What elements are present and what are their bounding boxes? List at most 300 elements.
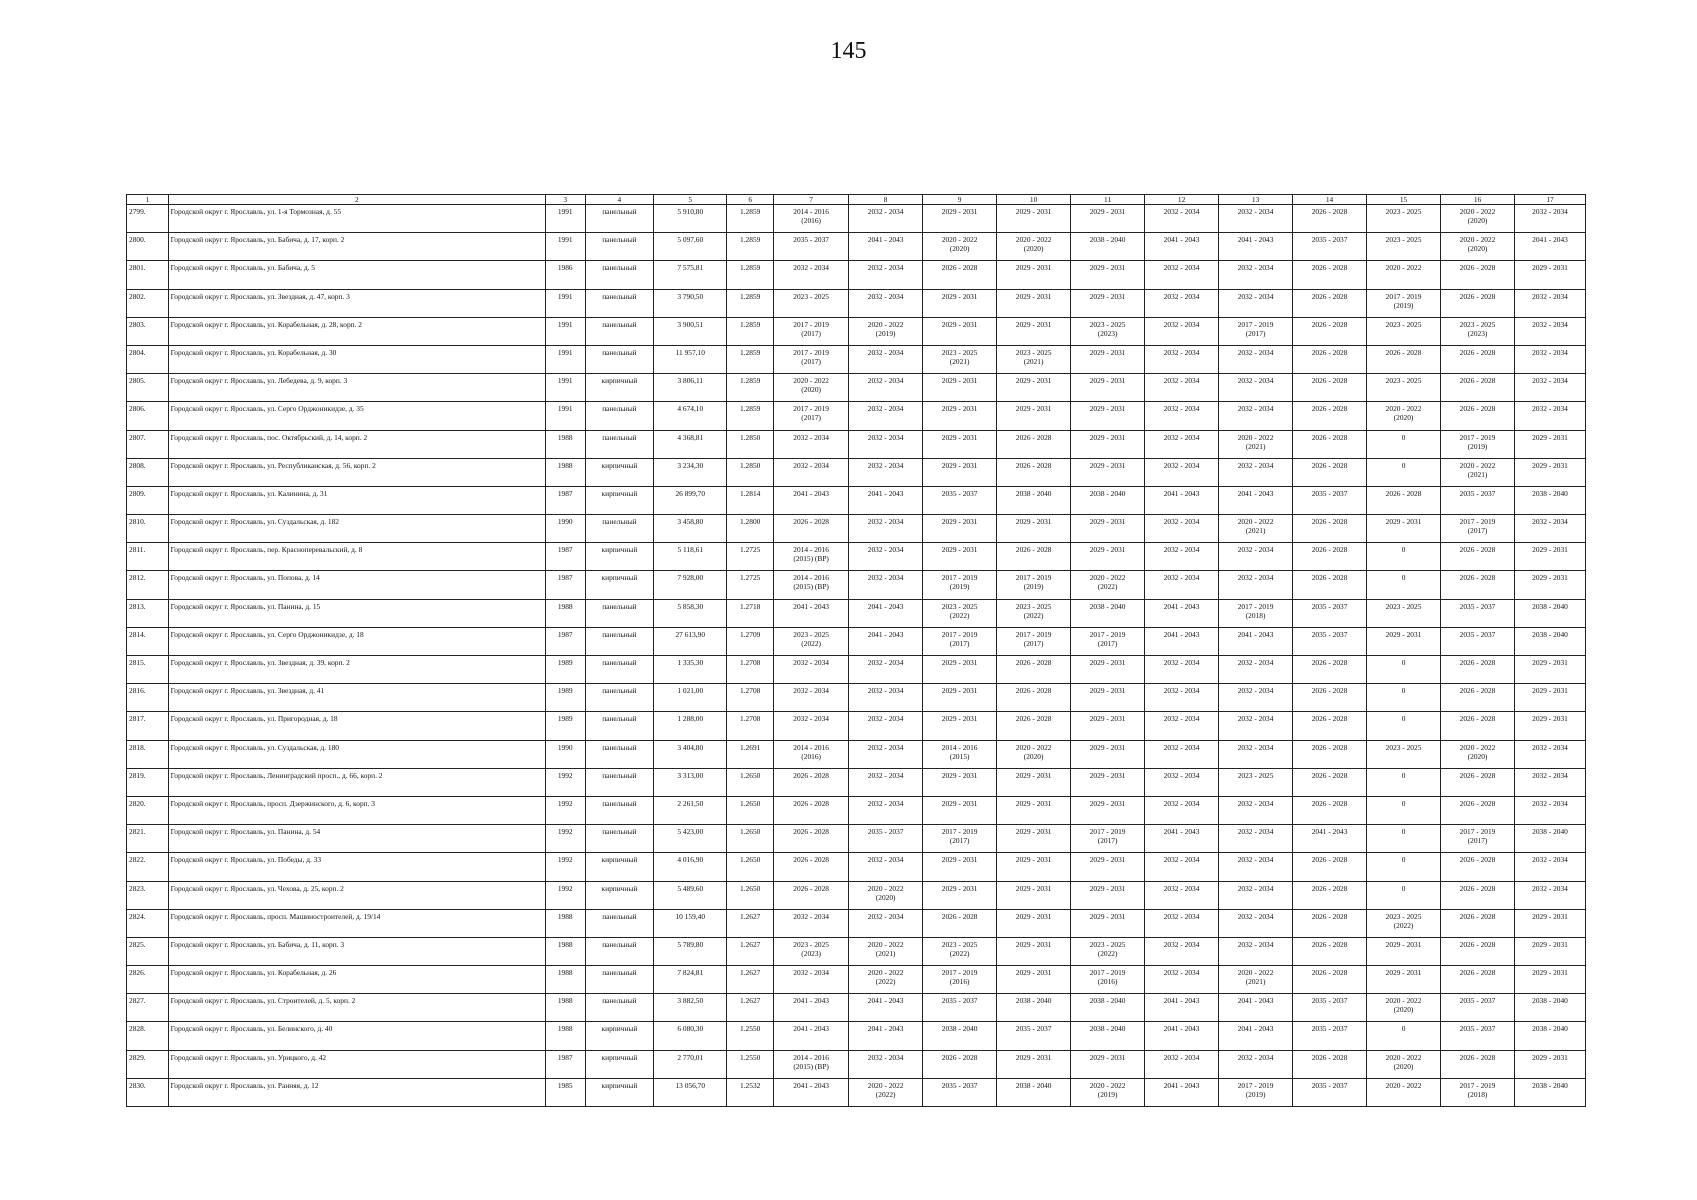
table-cell: панельный — [585, 768, 654, 796]
table-cell: 0 — [1367, 881, 1441, 909]
table-cell: 2029 - 2031 — [923, 205, 997, 233]
table-cell: 2038 - 2040 — [1071, 599, 1145, 627]
table-cell: 2032 - 2034 — [849, 909, 923, 937]
table-cell: 1.2650 — [727, 768, 774, 796]
table-cell: 2032 - 2034 — [1219, 712, 1293, 740]
table-cell: 1.2550 — [727, 1050, 774, 1078]
address-cell: Городской округ г. Ярославль, ул. Панина, д. 54 — [168, 825, 545, 853]
table-cell: 2026 - 2028 — [774, 881, 849, 909]
table-row — [127, 233, 1586, 261]
table-cell: 2032 - 2034 — [1515, 768, 1586, 796]
table-cell: 2029 - 2031 — [1071, 458, 1145, 486]
table-cell: 2032 - 2034 — [849, 430, 923, 458]
table-cell: 11 957,10 — [654, 345, 727, 373]
row-number: 2818. — [127, 740, 169, 768]
table-cell: кирпичный — [585, 458, 654, 486]
table-cell: 2029 - 2031 — [1515, 1050, 1586, 1078]
table-row — [127, 656, 1586, 684]
table-cell: 2032 - 2034 — [1515, 740, 1586, 768]
column-header-9: 9 — [923, 195, 997, 205]
table-cell: 2032 - 2034 — [774, 909, 849, 937]
table-row — [127, 994, 1586, 1022]
table-cell: 2017 - 2019 (2019) — [1441, 430, 1515, 458]
table-cell: 2029 - 2031 — [923, 515, 997, 543]
table-cell: панельный — [585, 599, 654, 627]
table-cell: 2029 - 2031 — [923, 430, 997, 458]
table-cell: 2035 - 2037 — [997, 1022, 1071, 1050]
address-cell: Городской округ г. Ярославль, ул. Звездная, д. 47, корп. 3 — [168, 289, 545, 317]
table-cell: 2023 - 2025 (2022) — [1071, 937, 1145, 965]
table-cell: 2026 - 2028 — [1293, 881, 1367, 909]
table-cell: 0 — [1367, 712, 1441, 740]
table-cell: 2020 - 2022 (2020) — [1441, 740, 1515, 768]
table-cell: 2032 - 2034 — [1219, 825, 1293, 853]
address-cell: Городской округ г. Ярославль, ул. Республиканская, д. 56, корп. 2 — [168, 458, 545, 486]
table-cell: 2023 - 2025 — [1367, 317, 1441, 345]
table-cell: 2029 - 2031 — [997, 966, 1071, 994]
table-cell: 2029 - 2031 — [923, 458, 997, 486]
table-cell: 2032 - 2034 — [1145, 289, 1219, 317]
address-cell: Городской округ г. Ярославль, ул. Победы, д. 33 — [168, 853, 545, 881]
table-cell: 2026 - 2028 — [774, 853, 849, 881]
table-cell: 1991 — [545, 402, 585, 430]
row-number: 2810. — [127, 515, 169, 543]
table-cell: панельный — [585, 345, 654, 373]
table-cell: 2032 - 2034 — [1145, 374, 1219, 402]
table-cell: 1992 — [545, 768, 585, 796]
table-cell: 2020 - 2022 (2021) — [1219, 966, 1293, 994]
table-cell: 1 335,30 — [654, 656, 727, 684]
table-cell: 1.2550 — [727, 1022, 774, 1050]
table-cell: 2020 - 2022 (2020) — [923, 233, 997, 261]
table-cell: 2020 - 2022 (2022) — [849, 1078, 923, 1106]
table-cell: 2032 - 2034 — [774, 656, 849, 684]
table-cell: 2026 - 2028 — [1441, 571, 1515, 599]
table-cell: 2029 - 2031 — [923, 712, 997, 740]
table-cell: 2026 - 2028 — [1293, 853, 1367, 881]
table-cell: 2041 - 2043 — [1515, 233, 1586, 261]
column-header-5: 5 — [654, 195, 727, 205]
table-cell: 2032 - 2034 — [849, 853, 923, 881]
table-cell: 2026 - 2028 — [1441, 656, 1515, 684]
table-cell: 2026 - 2028 — [1293, 289, 1367, 317]
table-row — [127, 486, 1586, 514]
table-cell: 2026 - 2028 — [1293, 543, 1367, 571]
table-cell: 2032 - 2034 — [1219, 289, 1293, 317]
table-cell: 2017 - 2019 (2017) — [923, 627, 997, 655]
address-cell: Городской округ г. Ярославль, ул. Бабича, д. 17, корп. 2 — [168, 233, 545, 261]
table-cell: 2035 - 2037 — [1293, 486, 1367, 514]
table-cell: 2026 - 2028 — [1441, 853, 1515, 881]
table-cell: 2029 - 2031 — [997, 768, 1071, 796]
table-cell: 1987 — [545, 571, 585, 599]
table-row — [127, 825, 1586, 853]
table-cell: 2026 - 2028 — [1441, 881, 1515, 909]
table-cell: 1.2859 — [727, 289, 774, 317]
table-cell: 1 021,00 — [654, 684, 727, 712]
table-cell: 2026 - 2028 — [1293, 684, 1367, 712]
table-cell: 0 — [1367, 853, 1441, 881]
table-cell: 2038 - 2040 — [1515, 1022, 1586, 1050]
table-row — [127, 205, 1586, 233]
table-cell: 2026 - 2028 — [997, 712, 1071, 740]
table-cell: 1991 — [545, 317, 585, 345]
table-cell: 2032 - 2034 — [849, 261, 923, 289]
table-cell: 2038 - 2040 — [923, 1022, 997, 1050]
table-cell: 2029 - 2031 — [1071, 430, 1145, 458]
table-cell: 2032 - 2034 — [1145, 458, 1219, 486]
table-cell: 1988 — [545, 909, 585, 937]
row-number: 2803. — [127, 317, 169, 345]
address-cell: Городской округ г. Ярославль, ул. Строителей, д. 5, корп. 2 — [168, 994, 545, 1022]
table-cell: 2017 - 2019 (2017) — [774, 345, 849, 373]
table-cell: панельный — [585, 261, 654, 289]
table-cell: 2041 - 2043 — [774, 994, 849, 1022]
table-cell: панельный — [585, 712, 654, 740]
row-number: 2805. — [127, 374, 169, 402]
table-cell: 2014 - 2016 (2015) (ВР) — [774, 1050, 849, 1078]
table-cell: 1988 — [545, 1022, 585, 1050]
table-cell: панельный — [585, 430, 654, 458]
table-cell: панельный — [585, 937, 654, 965]
table-cell: 0 — [1367, 571, 1441, 599]
table-cell: 2032 - 2034 — [1219, 740, 1293, 768]
table-cell: 1.2627 — [727, 937, 774, 965]
table-cell: 2026 - 2028 — [1293, 261, 1367, 289]
table-cell: 2032 - 2034 — [849, 740, 923, 768]
table-cell: 2032 - 2034 — [1219, 796, 1293, 824]
address-cell: Городской округ г. Ярославль, ул. Попова, д. 14 — [168, 571, 545, 599]
table-cell: 2041 - 2043 — [1219, 994, 1293, 1022]
address-cell: Городской округ г. Ярославль, ул. Корабельная, д. 30 — [168, 345, 545, 373]
table-cell: 1.2691 — [727, 740, 774, 768]
table-cell: 2038 - 2040 — [1515, 486, 1586, 514]
table-cell: 2032 - 2034 — [1515, 515, 1586, 543]
table-cell: 2032 - 2034 — [1219, 261, 1293, 289]
row-number: 2799. — [127, 205, 169, 233]
table-cell: 2032 - 2034 — [1219, 684, 1293, 712]
table-cell: 5 489,60 — [654, 881, 727, 909]
row-number: 2802. — [127, 289, 169, 317]
table-cell: 2032 - 2034 — [1145, 261, 1219, 289]
table-cell: 2014 - 2016 (2015) — [923, 740, 997, 768]
table-cell: 1987 — [545, 486, 585, 514]
table-cell: 2032 - 2034 — [1219, 543, 1293, 571]
table-cell: 13 056,70 — [654, 1078, 727, 1106]
table-cell: 2029 - 2031 — [997, 515, 1071, 543]
row-number: 2804. — [127, 345, 169, 373]
table-cell: 2038 - 2040 — [1071, 486, 1145, 514]
table-cell: 2035 - 2037 — [1441, 1022, 1515, 1050]
table-row — [127, 853, 1586, 881]
table-cell: 4 674,10 — [654, 402, 727, 430]
table-cell: 2041 - 2043 — [1145, 825, 1219, 853]
table-cell: 2026 - 2028 — [1441, 345, 1515, 373]
table-cell: 2029 - 2031 — [1515, 543, 1586, 571]
table-cell: 2038 - 2040 — [1071, 233, 1145, 261]
table-cell: 1.2708 — [727, 656, 774, 684]
row-number: 2816. — [127, 684, 169, 712]
table-cell: 2032 - 2034 — [774, 684, 849, 712]
table-row — [127, 317, 1586, 345]
table-cell: 2029 - 2031 — [923, 768, 997, 796]
row-number: 2828. — [127, 1022, 169, 1050]
table-cell: 1988 — [545, 430, 585, 458]
table-cell: 1.2650 — [727, 853, 774, 881]
table-cell: 1.2850 — [727, 430, 774, 458]
table-cell: 7 824,81 — [654, 966, 727, 994]
table-cell: 2032 - 2034 — [1515, 853, 1586, 881]
table-cell: 2029 - 2031 — [1367, 627, 1441, 655]
table-cell: 2032 - 2034 — [849, 345, 923, 373]
table-cell: 2032 - 2034 — [1219, 374, 1293, 402]
table-cell: 2029 - 2031 — [1515, 712, 1586, 740]
header-row — [127, 195, 1586, 205]
table-row — [127, 543, 1586, 571]
table-cell: 2023 - 2025 (2022) — [774, 627, 849, 655]
table-cell: 1991 — [545, 345, 585, 373]
table-cell: 2029 - 2031 — [1367, 966, 1441, 994]
table-cell: 2032 - 2034 — [1515, 317, 1586, 345]
table-cell: 2032 - 2034 — [1145, 345, 1219, 373]
table-cell: 2026 - 2028 — [997, 684, 1071, 712]
table-cell: 2038 - 2040 — [1515, 599, 1586, 627]
table-cell: 2026 - 2028 — [774, 825, 849, 853]
table-cell: 2035 - 2037 — [923, 486, 997, 514]
table-cell: 1.2718 — [727, 599, 774, 627]
table-cell: 2023 - 2025 (2023) — [1071, 317, 1145, 345]
table-cell: 2026 - 2028 — [923, 909, 997, 937]
table-cell: 2032 - 2034 — [774, 966, 849, 994]
table-row — [127, 909, 1586, 937]
table-cell: 2029 - 2031 — [997, 261, 1071, 289]
table-cell: 2032 - 2034 — [849, 374, 923, 402]
table-cell: 1.2859 — [727, 233, 774, 261]
column-header-10: 10 — [997, 195, 1071, 205]
table-row — [127, 458, 1586, 486]
table-cell: 1988 — [545, 599, 585, 627]
column-header-3: 3 — [545, 195, 585, 205]
table-cell: 2038 - 2040 — [1515, 994, 1586, 1022]
table-cell: 2029 - 2031 — [1071, 740, 1145, 768]
table-cell: 0 — [1367, 543, 1441, 571]
row-number: 2809. — [127, 486, 169, 514]
table-cell: 2017 - 2019 (2017) — [774, 317, 849, 345]
table-cell: 2032 - 2034 — [1145, 571, 1219, 599]
table-cell: 2035 - 2037 — [774, 233, 849, 261]
table-cell: 5 097,60 — [654, 233, 727, 261]
table-cell: 2023 - 2025 (2022) — [997, 599, 1071, 627]
row-number: 2820. — [127, 796, 169, 824]
address-cell: Городской округ г. Ярославль, просп. Дзержинского, д. 6, корп. 3 — [168, 796, 545, 824]
address-cell: Городской округ г. Ярославль, ул. Серго Орджоникидзе, д. 18 — [168, 627, 545, 655]
table-cell: 2029 - 2031 — [997, 317, 1071, 345]
table-cell: 2032 - 2034 — [1219, 458, 1293, 486]
table-cell: 2032 - 2034 — [1515, 345, 1586, 373]
table-cell: 2032 - 2034 — [849, 796, 923, 824]
table-cell: 2026 - 2028 — [997, 458, 1071, 486]
table-cell: панельный — [585, 289, 654, 317]
table-cell: 2032 - 2034 — [1145, 768, 1219, 796]
table-row — [127, 571, 1586, 599]
table-cell: 2029 - 2031 — [1071, 1050, 1145, 1078]
table-cell: панельный — [585, 994, 654, 1022]
table-row — [127, 289, 1586, 317]
table-cell: кирпичный — [585, 1050, 654, 1078]
table-cell: 2032 - 2034 — [849, 712, 923, 740]
table-cell: 2029 - 2031 — [1515, 430, 1586, 458]
table-cell: панельный — [585, 909, 654, 937]
table-cell: 2014 - 2016 (2015) (ВР) — [774, 571, 849, 599]
table-cell: панельный — [585, 966, 654, 994]
table-cell: 2023 - 2025 — [1367, 740, 1441, 768]
table-cell: 2032 - 2034 — [1515, 374, 1586, 402]
table-cell: 2029 - 2031 — [1071, 515, 1145, 543]
table-row — [127, 740, 1586, 768]
address-cell: Городской округ г. Ярославль, ул. Белинского, д. 40 — [168, 1022, 545, 1050]
table-cell: 2029 - 2031 — [1515, 656, 1586, 684]
table-cell: 2020 - 2022 (2019) — [849, 317, 923, 345]
table-cell: 2020 - 2022 (2021) — [1219, 515, 1293, 543]
table-cell: 2029 - 2031 — [997, 205, 1071, 233]
column-header-6: 6 — [727, 195, 774, 205]
table-cell: 2026 - 2028 — [997, 656, 1071, 684]
table-cell: 1991 — [545, 205, 585, 233]
table-cell: 2041 - 2043 — [1145, 994, 1219, 1022]
table-cell: 2032 - 2034 — [774, 458, 849, 486]
table-cell: 2032 - 2034 — [1145, 966, 1219, 994]
row-number: 2827. — [127, 994, 169, 1022]
table-cell: 4 368,81 — [654, 430, 727, 458]
table-cell: 1.2650 — [727, 825, 774, 853]
table-row — [127, 966, 1586, 994]
table-row — [127, 796, 1586, 824]
row-number: 2808. — [127, 458, 169, 486]
table-cell: 2032 - 2034 — [1515, 796, 1586, 824]
table-cell: кирпичный — [585, 1022, 654, 1050]
table-cell: 2029 - 2031 — [1071, 543, 1145, 571]
table-cell: 2041 - 2043 — [1145, 627, 1219, 655]
address-cell: Городской округ г. Ярославль, ул. Чехова, д. 25, корп. 2 — [168, 881, 545, 909]
table-cell: панельный — [585, 796, 654, 824]
table-cell: 2023 - 2025 — [1367, 205, 1441, 233]
table-cell: 2032 - 2034 — [1515, 402, 1586, 430]
table-cell: 2020 - 2022 (2020) — [774, 374, 849, 402]
table-cell: 2026 - 2028 — [1441, 796, 1515, 824]
table-cell: 5 858,30 — [654, 599, 727, 627]
table-cell: 2017 - 2019 (2017) — [774, 402, 849, 430]
table-cell: 2041 - 2043 — [1145, 233, 1219, 261]
table-cell: 2029 - 2031 — [923, 881, 997, 909]
table-cell: 2032 - 2034 — [774, 712, 849, 740]
table-cell: 2023 - 2025 (2023) — [1441, 317, 1515, 345]
table-cell: 2023 - 2025 (2022) — [923, 599, 997, 627]
table-cell: 2032 - 2034 — [1515, 205, 1586, 233]
table-cell: панельный — [585, 825, 654, 853]
table-cell: 2029 - 2031 — [1515, 458, 1586, 486]
table-cell: 2029 - 2031 — [997, 796, 1071, 824]
table-cell: 2032 - 2034 — [1145, 853, 1219, 881]
table-cell: 2041 - 2043 — [849, 486, 923, 514]
table-cell: 1.2532 — [727, 1078, 774, 1106]
address-cell: Городской округ г. Ярославль, ул. 1-я Тормозная, д. 55 — [168, 205, 545, 233]
table-cell: 2026 - 2028 — [1367, 486, 1441, 514]
table-cell: 2032 - 2034 — [849, 768, 923, 796]
table-cell: 2032 - 2034 — [1145, 543, 1219, 571]
row-number: 2817. — [127, 712, 169, 740]
table-cell: 2029 - 2031 — [1071, 402, 1145, 430]
table-cell: 2041 - 2043 — [1219, 486, 1293, 514]
table-cell: 2020 - 2022 — [1367, 261, 1441, 289]
table-cell: 0 — [1367, 1022, 1441, 1050]
table-cell: 2029 - 2031 — [1367, 937, 1441, 965]
table-cell: 2032 - 2034 — [849, 515, 923, 543]
address-cell: Городской округ г. Ярославль, ул. Пригородная, д. 18 — [168, 712, 545, 740]
address-cell: Городской округ г. Ярославль, ул. Панина, д. 15 — [168, 599, 545, 627]
table-cell: 1989 — [545, 684, 585, 712]
table-cell: 7 928,00 — [654, 571, 727, 599]
table-cell: 2026 - 2028 — [1441, 402, 1515, 430]
table-cell: 3 313,00 — [654, 768, 727, 796]
table-cell: 2029 - 2031 — [923, 796, 997, 824]
row-number: 2811. — [127, 543, 169, 571]
column-header-14: 14 — [1293, 195, 1367, 205]
table-cell: 2041 - 2043 — [774, 1022, 849, 1050]
table-cell: 1991 — [545, 289, 585, 317]
table-cell: 2023 - 2025 (2022) — [923, 937, 997, 965]
page-number: 145 — [830, 38, 867, 64]
table-cell: 2041 - 2043 — [1145, 1022, 1219, 1050]
table-cell: 2026 - 2028 — [1441, 684, 1515, 712]
table-cell: 1.2709 — [727, 627, 774, 655]
table-cell: 2029 - 2031 — [997, 289, 1071, 317]
table-cell: 2020 - 2022 (2022) — [1071, 571, 1145, 599]
table-cell: 2026 - 2028 — [923, 261, 997, 289]
table-cell: 1.2725 — [727, 571, 774, 599]
table-cell: 2035 - 2037 — [1441, 994, 1515, 1022]
table-cell: 2032 - 2034 — [774, 430, 849, 458]
table-row — [127, 1050, 1586, 1078]
table-cell: 3 404,80 — [654, 740, 727, 768]
table-row — [127, 345, 1586, 373]
row-number: 2814. — [127, 627, 169, 655]
table-cell: 2029 - 2031 — [997, 909, 1071, 937]
table-cell: 2029 - 2031 — [1071, 289, 1145, 317]
table-cell: 2041 - 2043 — [1219, 1022, 1293, 1050]
table-cell: 2035 - 2037 — [1441, 486, 1515, 514]
column-header-1: 1 — [127, 195, 169, 205]
table-cell: 1990 — [545, 740, 585, 768]
table-cell: 2017 - 2019 (2019) — [923, 571, 997, 599]
row-number: 2800. — [127, 233, 169, 261]
address-cell: Городской округ г. Ярославль, ул. Серго Орджоникидзе, д. 35 — [168, 402, 545, 430]
row-number: 2807. — [127, 430, 169, 458]
table-cell: панельный — [585, 656, 654, 684]
table-cell: 2026 - 2028 — [1293, 1050, 1367, 1078]
table-cell: 5 423,00 — [654, 825, 727, 853]
table-cell: 2029 - 2031 — [1367, 515, 1441, 543]
table-cell: 0 — [1367, 768, 1441, 796]
table-row — [127, 684, 1586, 712]
table-cell: 1986 — [545, 261, 585, 289]
table-cell: 2035 - 2037 — [923, 994, 997, 1022]
table-cell: 2032 - 2034 — [1145, 937, 1219, 965]
table-cell: кирпичный — [585, 374, 654, 402]
table-cell: 1.2859 — [727, 374, 774, 402]
table-cell: 2029 - 2031 — [1515, 571, 1586, 599]
table-cell: 1989 — [545, 656, 585, 684]
table-cell: 2041 - 2043 — [774, 486, 849, 514]
